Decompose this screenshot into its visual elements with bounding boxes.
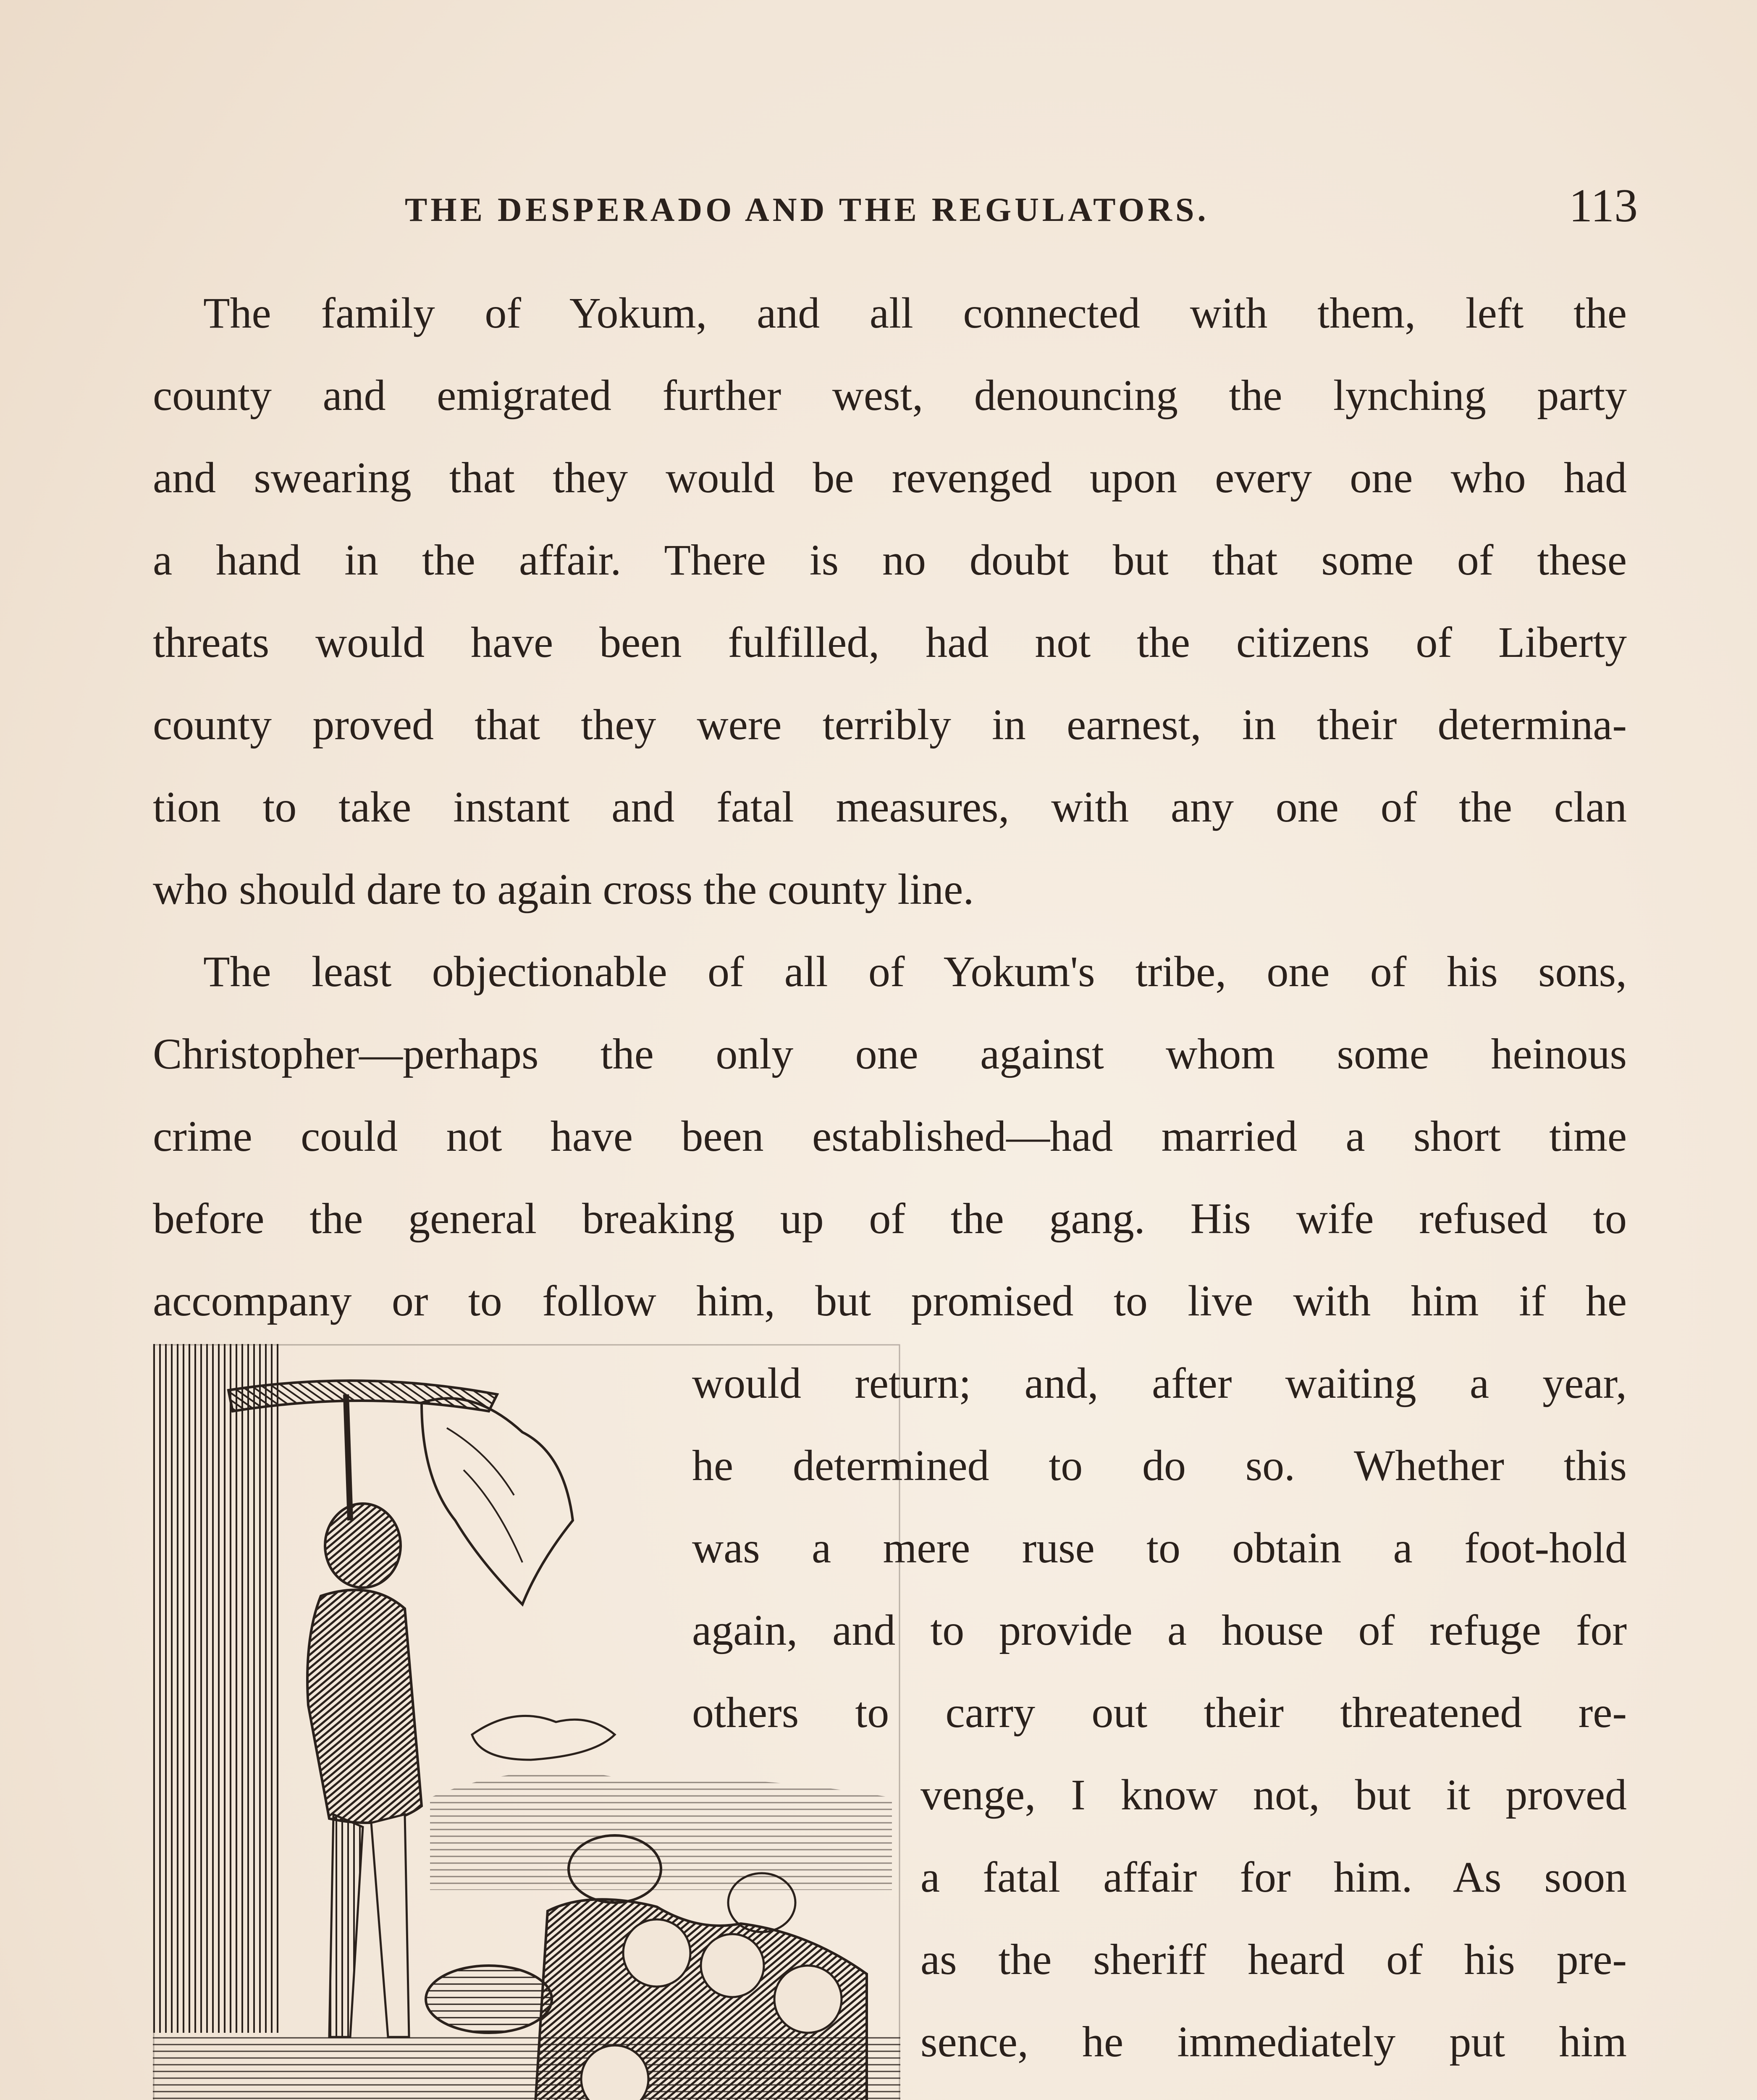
page-number: 113 <box>1569 180 1638 232</box>
text-line: Christopher—perhaps the only one against whom some heinous <box>153 1030 1627 1078</box>
text-line: The family of Yokum, and all connected with them, left the <box>203 289 1627 337</box>
text-line: who should dare to again cross the county line. <box>153 865 974 914</box>
text-line: county and emigrated further west, denouncing the lynching party <box>153 371 1627 420</box>
text-line: again, and to provide a house of refuge for <box>692 1606 1627 1654</box>
text-line: sence, he immediately put him <box>920 2018 1627 2066</box>
text-line <box>920 2087 1627 2100</box>
text-line: The least objectionable of all of Yokum's tribe, one of his sons, <box>203 948 1627 996</box>
text-line: was a mere ruse to obtain a foot-hold <box>692 1524 1627 1572</box>
engraving-illustration <box>153 1344 900 2100</box>
text-line: others to carry out their threatened re- <box>692 1688 1627 1737</box>
running-head: THE DESPERADO AND THE REGULATORS. <box>405 192 1209 228</box>
text-line: accompany or to follow him, but promised to live with him if he <box>153 1277 1627 1325</box>
text-line: threats would have been fulfilled, had not the citizens of Liberty <box>153 618 1627 667</box>
text-line: tion to take instant and fatal measures, with any one of the clan <box>153 783 1627 831</box>
text-line: county proved that they were terribly in earnest, in their determina- <box>153 701 1627 749</box>
text-line: he determined to do so. Whether this <box>692 1441 1627 1490</box>
text-line: as the sheriff heard of his pre- <box>920 1935 1627 1984</box>
text-line: crime could not have been established—had married a short time <box>153 1112 1627 1160</box>
text-line: and swearing that they would be revenged upon every one who had <box>153 454 1627 502</box>
text-line: venge, I know not, but it proved <box>920 1771 1627 1819</box>
text-line: a hand in the affair. There is no doubt but that some of these <box>153 536 1627 584</box>
text-line: would return; and, after waiting a year, <box>692 1359 1627 1407</box>
text-line: before the general breaking up of the gang. His wife refused to <box>153 1194 1627 1243</box>
text-line: a fatal affair for him. As soon <box>920 1853 1627 1901</box>
